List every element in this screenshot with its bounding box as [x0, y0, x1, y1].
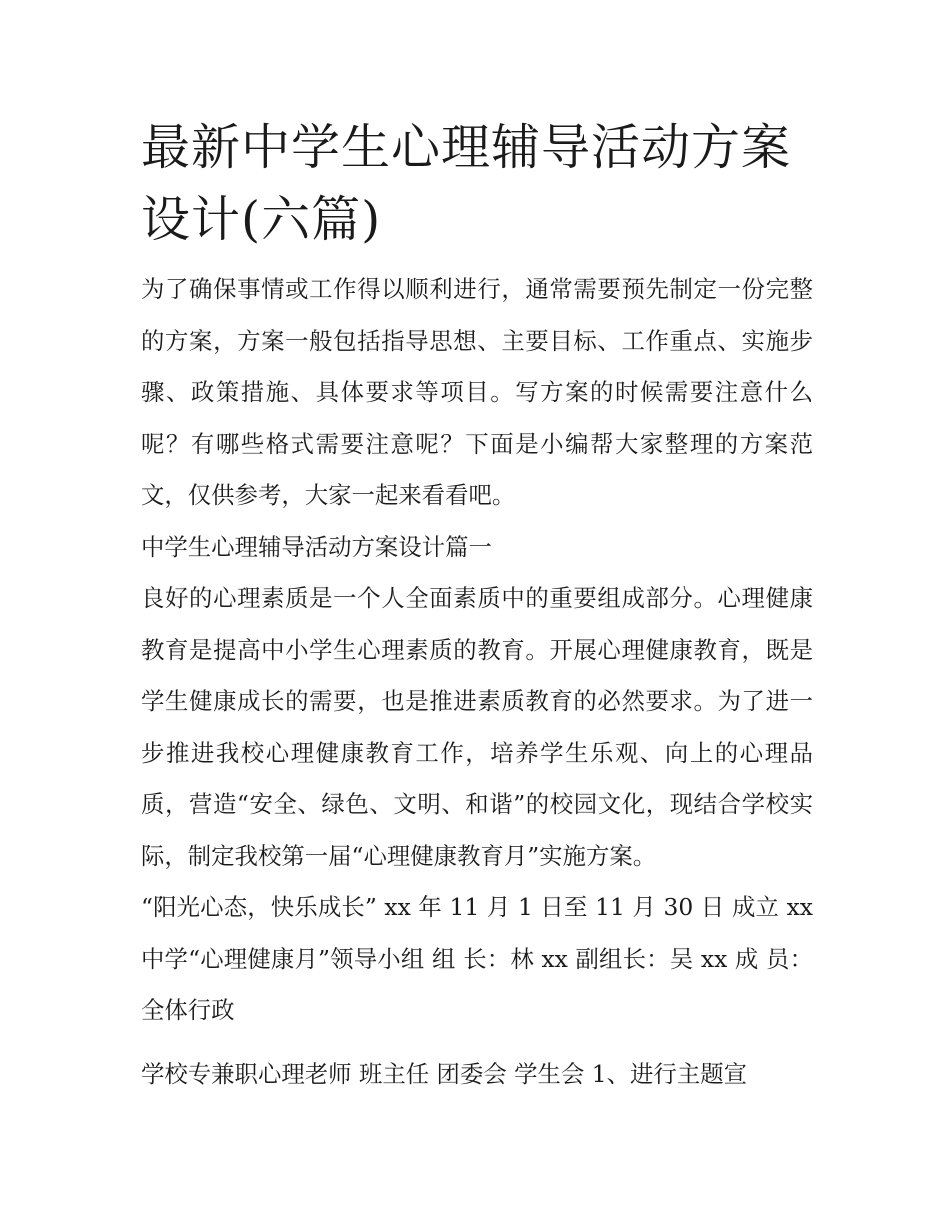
document-title: 最新中学生心理辅导活动方案设计(六篇) — [141, 119, 792, 248]
body-paragraph: 良好的心理素质是一个人全面素质中的重要组成部分。心理健康教育是提高中小学生心理素质的教育。开展心理健康教育，既是学生健康成长的需要，也是推进素质教育的必然要求。为了进一步推进我校心理健康教育工作，培养学生乐观、向上的心理品质，营造“安全、绿色、文明、和谐”的校园文化，现结合学校实际，制定我校第一届“心理健康教育月”实施方案。 — [141, 584, 813, 870]
details-paragraph: “阳光心态，快乐成长” xx 年 11 月 1 日至 11 月 30 日 成立 xx 中学“心理健康月”领导小组 组 长：林 xx 副组长：吴 xx 成 员：全体行政 — [141, 893, 813, 1024]
document-page — [141, 112, 813, 1100]
intro-paragraph: 为了确保事情或工作得以顺利进行，通常需要预先制定一份完整的方案，方案一般包括指导思想、主要目标、工作重点、实施步骤、政策措施、具体要求等项目。写方案的时候需要注意什么呢？有哪些格式需要注意呢？下面是小编帮大家整理的方案范文，仅供参考，大家一起来看看吧。 — [141, 275, 813, 509]
section-heading: 中学生心理辅导活动方案设计篇一 — [141, 532, 492, 561]
last-line: 学校专兼职心理老师 班主任 团委会 学生会 1、进行主题宣 — [141, 1059, 747, 1088]
